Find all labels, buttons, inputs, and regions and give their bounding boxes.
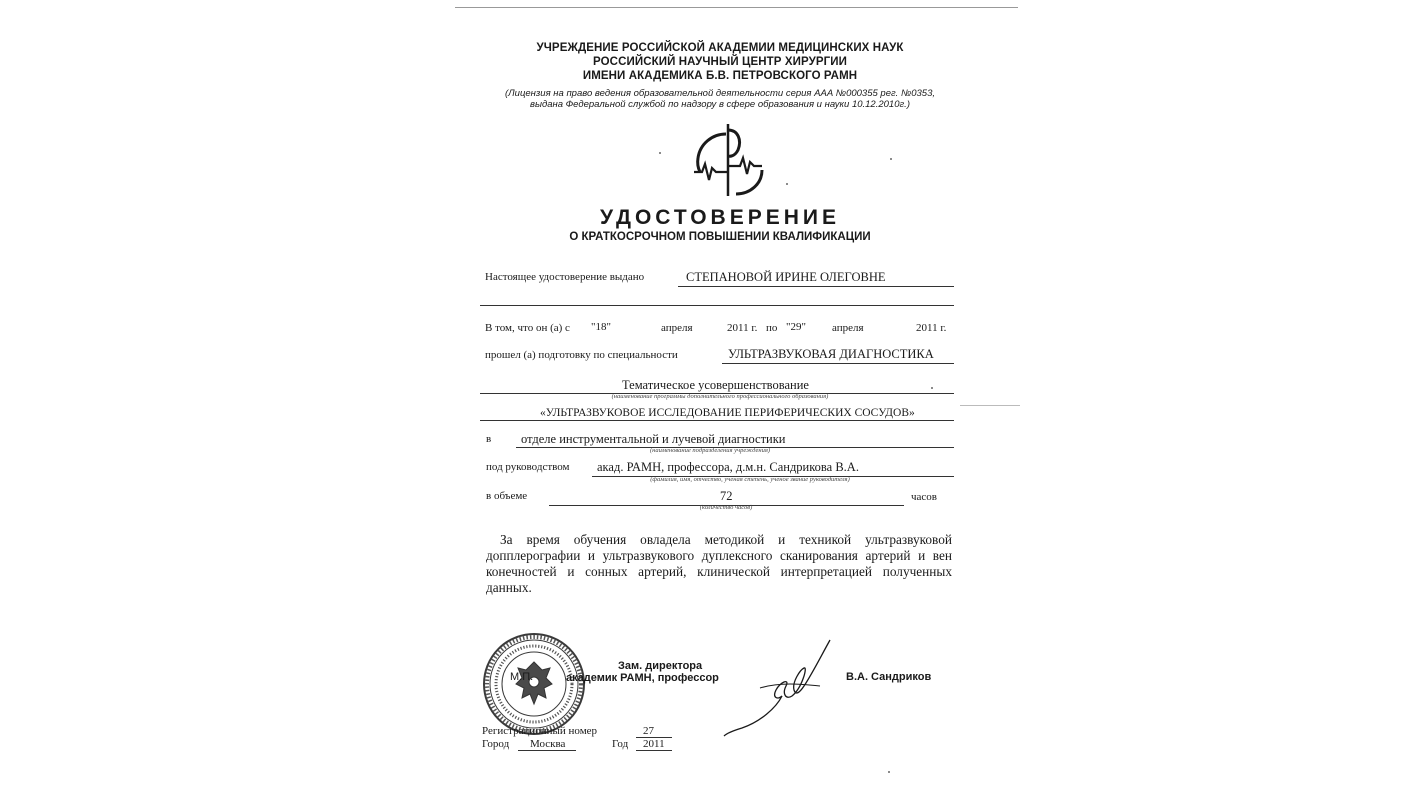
year-value: 2011 (643, 738, 665, 750)
supervisor-label: под руководством (486, 461, 570, 473)
department-label: в (486, 433, 492, 445)
official-seal-stamp-icon (482, 632, 586, 736)
city-label: Город (482, 738, 510, 750)
issued-label: Настоящее удостоверение выдано (485, 271, 645, 283)
signer-position-1: Зам. директора (618, 660, 703, 672)
supervisor-value: акад. РАМН, профессора, д.м.н. Сандрикова В.А. (597, 460, 859, 474)
city-value: Москва (530, 738, 566, 750)
institution-line-2: РОССИЙСКИЙ НАУЧНЫЙ ЦЕНТР ХИРУРГИИ (593, 56, 847, 68)
volume-caption: (количество часов) (699, 504, 753, 511)
signer-position-2: академик РАМН, профессор (566, 672, 719, 684)
page-right-edge-fragment (960, 405, 1020, 406)
scan-speck (888, 771, 890, 773)
period-from-month: апреля (661, 322, 693, 334)
rnch-heartbeat-logo-icon (690, 120, 770, 200)
program-caption: (наименование программы дополнительного профессионального образования) (611, 393, 829, 400)
registration-number: 27 (643, 725, 654, 737)
training-description: За время обучения овладела методикой и техникой ультразвуковой допплерографии и ультразвукового дуплексного сканирования артерий и вен конечностей и сонных артерий, клинической интерпретацией полученных данных. (486, 532, 952, 595)
issued-name: СТЕПАНОВОЙ ИРИНЕ ОЛЕГОВНЕ (686, 270, 886, 284)
program-title: «УЛЬТРАЗВУКОВОЕ ИССЛЕДОВАНИЕ ПЕРИФЕРИЧЕСКИХ СОСУДОВ» (540, 407, 915, 419)
scan-speck (786, 183, 788, 185)
license-line-1: (Лицензия на право ведения образовательной деятельности серия ААА №000355 рег. №0353, (504, 88, 936, 99)
scan-speck (931, 387, 933, 389)
scan-speck (659, 152, 661, 154)
period-to-month: апреля (832, 322, 864, 334)
specialty-label: прошел (а) подготовку по специальности (485, 349, 678, 361)
period-from-day: "18" (591, 321, 611, 333)
stamp-place-mp: М.П. (510, 671, 534, 683)
program-title-underline (480, 420, 954, 421)
document-subtitle: О КРАТКОСРОЧНОМ ПОВЫШЕНИИ КВАЛИФИКАЦИИ (569, 231, 871, 243)
scan-speck (890, 158, 892, 160)
period-from-year: 2011 г. (727, 322, 758, 334)
period-to-year: 2011 г. (916, 322, 947, 334)
year-label: Год (612, 738, 629, 750)
year-underline (636, 750, 672, 751)
period-prefix: В том, что он (а) с (485, 322, 570, 334)
supervisor-caption: (фамилия, имя, отчество, ученая степень, ученое звание руководителя) (650, 476, 850, 483)
period-to-word: по (766, 322, 778, 334)
handwritten-signature-icon (720, 638, 840, 738)
volume-unit: часов (911, 491, 937, 503)
signer-name: В.А. Сандриков (846, 671, 932, 683)
city-underline (518, 750, 576, 751)
issued-underline-2 (480, 305, 954, 306)
volume-value: 72 (720, 489, 733, 503)
program-value: Тематическое усовершенствование (622, 378, 809, 392)
document-title: УДОСТОВЕРЕНИЕ (599, 206, 841, 229)
department-caption: (наименование подразделения учреждения) (649, 447, 771, 454)
specialty-value: УЛЬТРАЗВУКОВАЯ ДИАГНОСТИКА (728, 347, 934, 361)
license-line-2: выдана Федеральной службой по надзору в сфере образования и науки 10.12.2010г.) (530, 99, 910, 110)
institution-line-1: УЧРЕЖДЕНИЕ РОССИЙСКОЙ АКАДЕМИИ МЕДИЦИНСКИХ НАУК (536, 42, 904, 54)
registration-label: Регистрационный номер (482, 725, 598, 737)
period-to-day: "29" (786, 321, 806, 333)
issued-underline (678, 286, 954, 287)
department-value: отделе инструментальной и лучевой диагностики (521, 432, 786, 446)
institution-line-3: ИМЕНИ АКАДЕМИКА Б.В. ПЕТРОВСКОГО РАМН (582, 70, 858, 82)
specialty-underline (722, 363, 954, 364)
volume-label: в объеме (486, 490, 528, 502)
page-top-edge (455, 7, 1018, 8)
